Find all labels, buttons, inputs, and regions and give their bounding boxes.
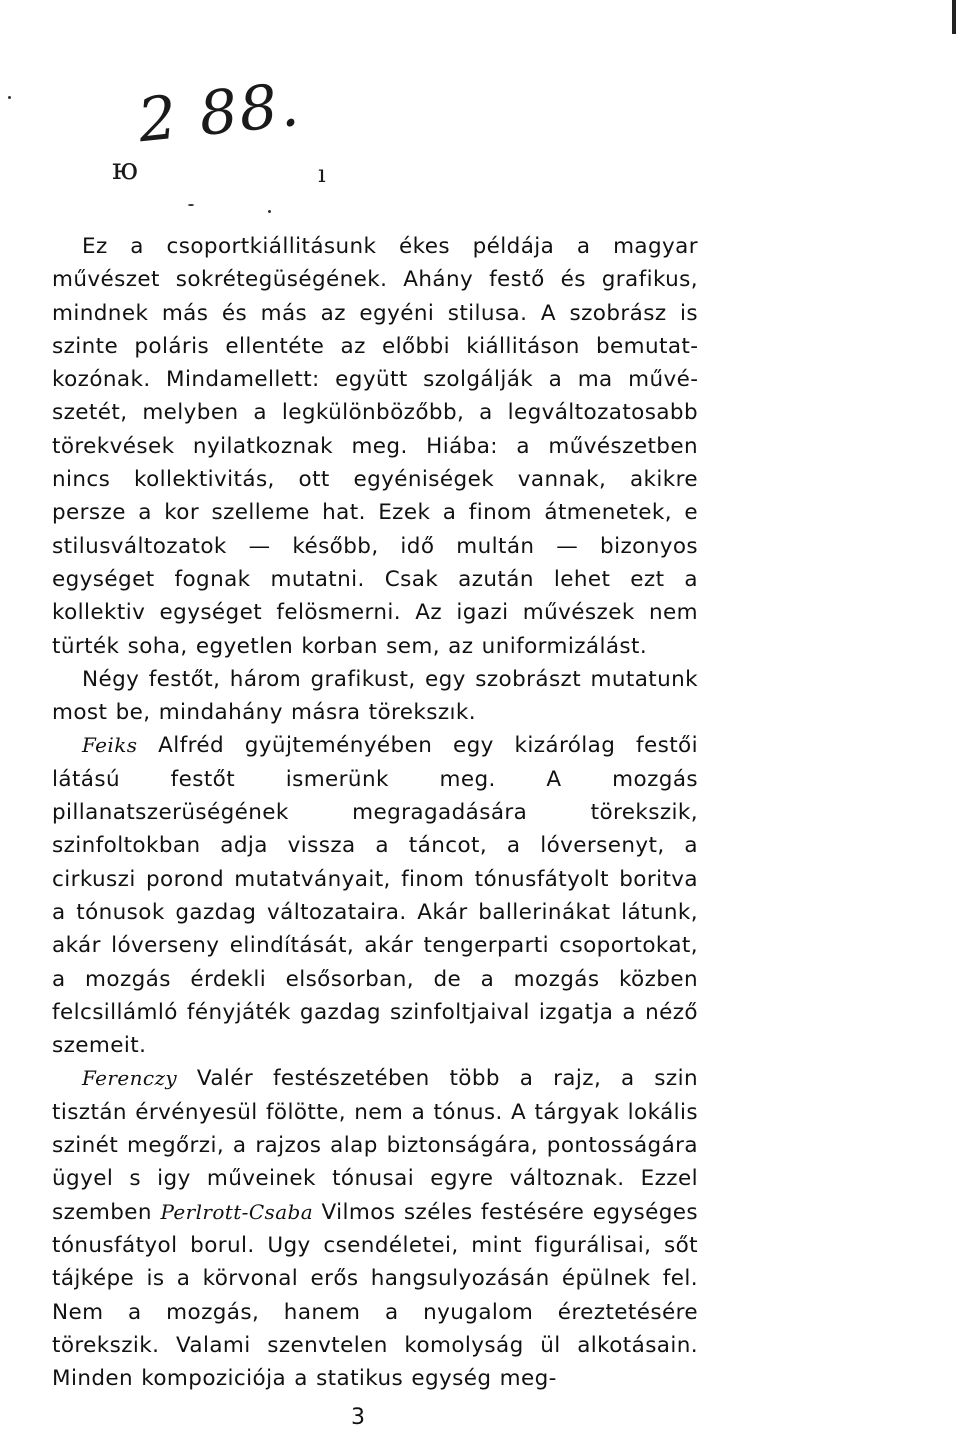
page-number: 3 (351, 1405, 365, 1430)
speck (268, 210, 271, 213)
artist-name: Feiks (82, 733, 138, 758)
handwritten-number: 2 88. (134, 69, 304, 157)
artist-name: Perlrott-Csaba (160, 1199, 314, 1224)
paragraph (52, 1062, 698, 1395)
paragraph (52, 230, 698, 663)
handwritten-mark: ю (112, 152, 139, 187)
speck (188, 204, 194, 206)
text-run: Ez a csoportkiállitásunk ékes példája a magyar művészet sokrétegüségének. Ahány festő és grafikus, mindnek más és más az egyéni stilusa. A szobrász is szinte poláris ellentéte az előbbi kiállitáson bemutatkozónak. Mindamellett: együtt szolgálják a ma művészetét, melyben a legkülönbözőbb, a legváltozatosabb törekvések nyilatkoznak meg. Hiába: a művészetben nincs kollektivitás, ott egyéniségek vannak, akikre persze a kor szelleme hat. Ezek a finom átmenetek, e stilusváltozatok — később, idő multán — bizonyos egységet fognak mutatni. Csak azután lehet ezt a kollektiv egységet felösmerni. Az igazi művészek nem türték soha, egyetlen korban sem, az uniformizálást. (52, 234, 698, 659)
paragraph (52, 729, 698, 1062)
text-run: Vilmos széles festésére egységes tónusfátyol borul. Ugy csendéletei, mint figurálisai, sőt tájképe is a körvonal erős hangsulyozásán épülnek fel. Nem a mozgás, hanem a nyugalom éreztetésére törekszik. Valami szenvtelen komolyság ül alkotásain. Minden kompoziciója a statikus egység meg- (52, 1199, 698, 1392)
speck (8, 96, 11, 99)
paragraph (52, 663, 698, 730)
text-run: Alfréd gyüjteményében egy kizárólag festői látású festőt ismerünk meg. A mozgás pillanatszerüségének megragadására törekszik, szinfoltokban adja vissza a táncot, a lóversenyt, a cirkuszi porond mutatványait, finom tónusfátyolt boritva a tónusok gazdag változataira. Akár ballerinákat látunk, akár lóverseny elindítását, akár tengerparti csoportokat, a mozgás érdekli elsősorban, de a mozgás közben felcsillámló fényjáték gazdag szinfoltjaival izgatja a néző szemeit. (52, 733, 698, 1059)
text-run: Valér festészetében több a rajz, a szin tisztán érvényesül fölötte, nem a tónus. A tárgyak lokális szinét megőrzi, a rajzos alap biztonságára, pontosságára ügyel s igy műveinek tónusai egyre változnak. Ezzel szemben (52, 1066, 698, 1225)
scan-edge-mark (952, 0, 956, 34)
text-run: Négy festőt, három grafikust, egy szobrászt mutatunk most be, mindahány másra törekszık. (52, 666, 698, 726)
article-body (52, 230, 698, 1395)
handwritten-scribble: ı (318, 160, 326, 188)
artist-name: Ferenczy (82, 1066, 178, 1091)
